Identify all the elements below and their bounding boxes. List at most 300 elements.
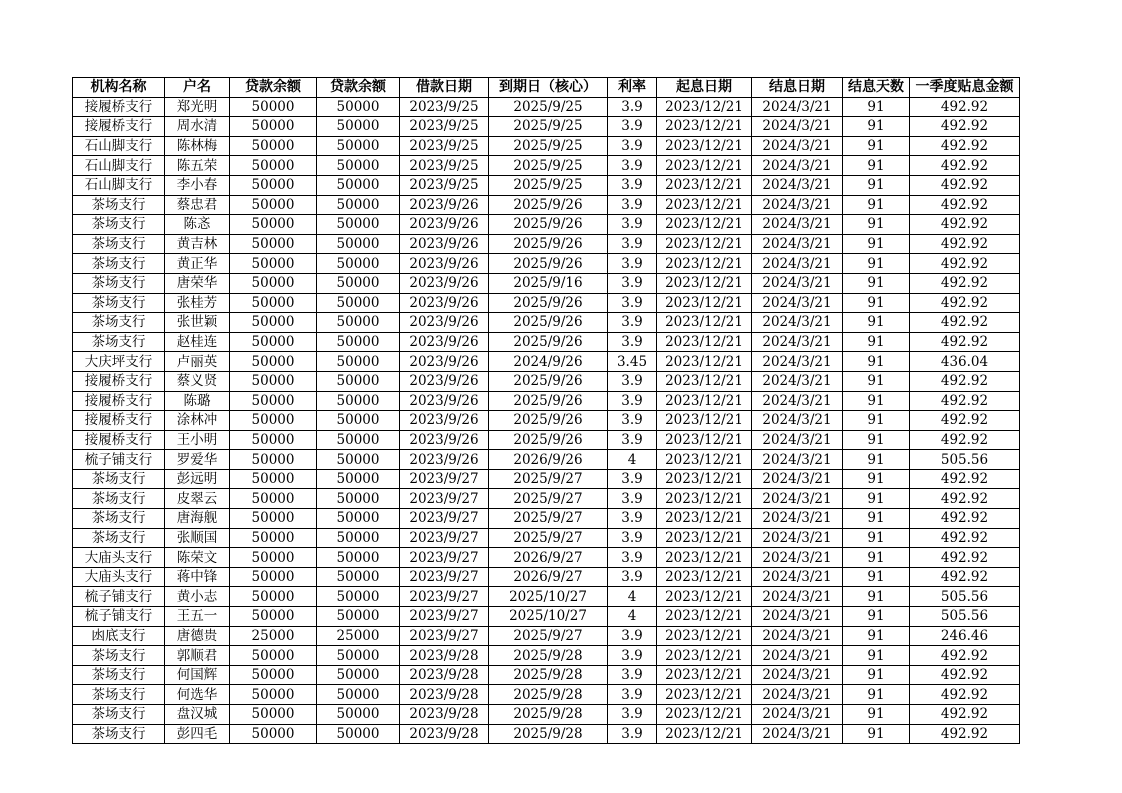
cell-borrow-date: 2023/9/26 [400, 391, 489, 411]
cell-due-date: 2025/9/26 [489, 234, 608, 254]
cell-loan-balance-2: 50000 [317, 665, 400, 685]
cell-interest-start: 2023/12/21 [657, 665, 752, 685]
cell-interest-start: 2023/12/21 [657, 509, 752, 529]
table-row [73, 215, 1020, 235]
cell-loan-balance: 50000 [230, 665, 317, 685]
cell-loan-balance-2: 50000 [317, 469, 400, 489]
cell-interest-end: 2024/3/21 [752, 469, 843, 489]
cell-loan-balance-2: 50000 [317, 509, 400, 529]
cell-interest-days: 91 [843, 685, 910, 705]
cell-q1-subsidy: 492.92 [910, 685, 1020, 705]
cell-interest-end: 2024/3/21 [752, 175, 843, 195]
cell-borrow-date: 2023/9/28 [400, 705, 489, 725]
cell-interest-start: 2023/12/21 [657, 646, 752, 666]
cell-institution: 茶场支行 [73, 273, 165, 293]
cell-rate: 3.9 [608, 156, 657, 176]
cell-borrow-date: 2023/9/25 [400, 156, 489, 176]
cell-loan-balance: 50000 [230, 215, 317, 235]
cell-interest-end: 2024/3/21 [752, 411, 843, 431]
cell-interest-days: 91 [843, 391, 910, 411]
cell-borrow-date: 2023/9/27 [400, 489, 489, 509]
cell-borrow-date: 2023/9/25 [400, 136, 489, 156]
cell-loan-balance-2: 50000 [317, 548, 400, 568]
cell-loan-balance-2: 50000 [317, 254, 400, 274]
cell-rate: 4 [608, 587, 657, 607]
cell-institution: 石山脚支行 [73, 156, 165, 176]
cell-loan-balance: 50000 [230, 587, 317, 607]
cell-q1-subsidy: 492.92 [910, 411, 1020, 431]
cell-institution: 石山脚支行 [73, 175, 165, 195]
cell-due-date: 2025/9/25 [489, 175, 608, 195]
table-row [73, 587, 1020, 607]
cell-interest-days: 91 [843, 626, 910, 646]
cell-interest-end: 2024/3/21 [752, 254, 843, 274]
cell-borrow-date: 2023/9/27 [400, 587, 489, 607]
header-interest-days: 结息天数 [843, 78, 910, 98]
cell-institution: 茶场支行 [73, 509, 165, 529]
cell-interest-end: 2024/3/21 [752, 117, 843, 137]
cell-account-name: 涂林冲 [165, 411, 230, 431]
cell-rate: 3.9 [608, 469, 657, 489]
cell-interest-start: 2023/12/21 [657, 117, 752, 137]
cell-rate: 3.9 [608, 97, 657, 117]
cell-loan-balance: 50000 [230, 136, 317, 156]
cell-interest-days: 91 [843, 215, 910, 235]
cell-interest-end: 2024/3/21 [752, 195, 843, 215]
cell-interest-days: 91 [843, 234, 910, 254]
cell-interest-days: 91 [843, 313, 910, 333]
cell-account-name: 张桂芳 [165, 293, 230, 313]
cell-interest-days: 91 [843, 724, 910, 744]
cell-loan-balance: 50000 [230, 156, 317, 176]
cell-loan-balance: 50000 [230, 450, 317, 470]
cell-due-date: 2025/9/27 [489, 626, 608, 646]
cell-account-name: 郭顺君 [165, 646, 230, 666]
cell-interest-start: 2023/12/21 [657, 489, 752, 509]
cell-account-name: 盘汉城 [165, 705, 230, 725]
table-row [73, 626, 1020, 646]
cell-institution: 茶场支行 [73, 293, 165, 313]
cell-loan-balance-2: 50000 [317, 136, 400, 156]
cell-q1-subsidy: 492.92 [910, 175, 1020, 195]
cell-interest-end: 2024/3/21 [752, 489, 843, 509]
cell-interest-end: 2024/3/21 [752, 528, 843, 548]
cell-q1-subsidy: 492.92 [910, 117, 1020, 137]
cell-loan-balance-2: 50000 [317, 195, 400, 215]
cell-interest-start: 2023/12/21 [657, 724, 752, 744]
cell-due-date: 2025/9/28 [489, 705, 608, 725]
cell-institution: 梳子铺支行 [73, 587, 165, 607]
table-body [73, 97, 1020, 744]
cell-q1-subsidy: 492.92 [910, 273, 1020, 293]
cell-interest-end: 2024/3/21 [752, 705, 843, 725]
cell-q1-subsidy: 492.92 [910, 665, 1020, 685]
cell-q1-subsidy: 492.92 [910, 567, 1020, 587]
cell-loan-balance-2: 50000 [317, 156, 400, 176]
cell-interest-days: 91 [843, 587, 910, 607]
cell-institution: 茶场支行 [73, 195, 165, 215]
cell-rate: 3.9 [608, 391, 657, 411]
cell-rate: 3.9 [608, 724, 657, 744]
cell-due-date: 2025/9/27 [489, 469, 608, 489]
cell-loan-balance-2: 50000 [317, 567, 400, 587]
cell-interest-end: 2024/3/21 [752, 313, 843, 333]
cell-rate: 3.9 [608, 117, 657, 137]
cell-interest-end: 2024/3/21 [752, 234, 843, 254]
cell-interest-start: 2023/12/21 [657, 705, 752, 725]
cell-interest-start: 2023/12/21 [657, 626, 752, 646]
cell-account-name: 皮翠云 [165, 489, 230, 509]
cell-borrow-date: 2023/9/27 [400, 548, 489, 568]
cell-loan-balance: 50000 [230, 685, 317, 705]
cell-interest-end: 2024/3/21 [752, 607, 843, 627]
cell-due-date: 2026/9/26 [489, 450, 608, 470]
cell-account-name: 赵桂连 [165, 332, 230, 352]
table-row [73, 665, 1020, 685]
cell-loan-balance-2: 50000 [317, 430, 400, 450]
cell-account-name: 卢丽英 [165, 352, 230, 372]
cell-borrow-date: 2023/9/26 [400, 254, 489, 274]
cell-account-name: 王五一 [165, 607, 230, 627]
cell-rate: 3.45 [608, 352, 657, 372]
cell-rate: 3.9 [608, 489, 657, 509]
cell-account-name: 蔡义贤 [165, 371, 230, 391]
cell-loan-balance-2: 50000 [317, 391, 400, 411]
cell-loan-balance: 50000 [230, 313, 317, 333]
cell-account-name: 陈忞 [165, 215, 230, 235]
cell-loan-balance: 50000 [230, 254, 317, 274]
cell-borrow-date: 2023/9/27 [400, 567, 489, 587]
cell-borrow-date: 2023/9/26 [400, 313, 489, 333]
cell-interest-end: 2024/3/21 [752, 665, 843, 685]
cell-due-date: 2025/9/26 [489, 371, 608, 391]
cell-interest-end: 2024/3/21 [752, 724, 843, 744]
cell-rate: 3.9 [608, 313, 657, 333]
cell-institution: 接履桥支行 [73, 97, 165, 117]
table-row [73, 136, 1020, 156]
cell-interest-end: 2024/3/21 [752, 567, 843, 587]
cell-loan-balance: 25000 [230, 626, 317, 646]
table-row [73, 646, 1020, 666]
cell-q1-subsidy: 436.04 [910, 352, 1020, 372]
cell-interest-days: 91 [843, 646, 910, 666]
cell-interest-start: 2023/12/21 [657, 254, 752, 274]
cell-loan-balance: 50000 [230, 607, 317, 627]
cell-due-date: 2025/10/27 [489, 607, 608, 627]
cell-q1-subsidy: 492.92 [910, 528, 1020, 548]
cell-account-name: 李小春 [165, 175, 230, 195]
cell-due-date: 2025/9/26 [489, 430, 608, 450]
table-row [73, 313, 1020, 333]
cell-due-date: 2025/9/27 [489, 489, 608, 509]
cell-borrow-date: 2023/9/28 [400, 646, 489, 666]
cell-account-name: 黄小志 [165, 587, 230, 607]
cell-due-date: 2025/9/26 [489, 293, 608, 313]
table-row [73, 371, 1020, 391]
table-row [73, 469, 1020, 489]
header-rate: 利率 [608, 78, 657, 98]
cell-interest-start: 2023/12/21 [657, 332, 752, 352]
cell-q1-subsidy: 505.56 [910, 450, 1020, 470]
cell-q1-subsidy: 492.92 [910, 215, 1020, 235]
cell-borrow-date: 2023/9/26 [400, 411, 489, 431]
cell-interest-days: 91 [843, 293, 910, 313]
cell-due-date: 2025/9/27 [489, 528, 608, 548]
cell-due-date: 2025/9/26 [489, 254, 608, 274]
table-row [73, 411, 1020, 431]
cell-interest-start: 2023/12/21 [657, 607, 752, 627]
cell-institution: 茶场支行 [73, 313, 165, 333]
cell-q1-subsidy: 492.92 [910, 313, 1020, 333]
cell-interest-start: 2023/12/21 [657, 528, 752, 548]
cell-account-name: 陈林梅 [165, 136, 230, 156]
cell-loan-balance-2: 50000 [317, 411, 400, 431]
cell-institution: 大庙头支行 [73, 567, 165, 587]
cell-loan-balance: 50000 [230, 705, 317, 725]
cell-q1-subsidy: 246.46 [910, 626, 1020, 646]
header-account-name: 户名 [165, 78, 230, 98]
cell-rate: 3.9 [608, 234, 657, 254]
table-row [73, 293, 1020, 313]
cell-loan-balance: 50000 [230, 548, 317, 568]
cell-interest-days: 91 [843, 411, 910, 431]
cell-rate: 3.9 [608, 685, 657, 705]
cell-rate: 3.9 [608, 548, 657, 568]
cell-interest-start: 2023/12/21 [657, 136, 752, 156]
cell-interest-end: 2024/3/21 [752, 352, 843, 372]
cell-rate: 3.9 [608, 273, 657, 293]
cell-due-date: 2025/9/25 [489, 117, 608, 137]
cell-q1-subsidy: 492.92 [910, 97, 1020, 117]
cell-account-name: 蒋中锋 [165, 567, 230, 587]
cell-q1-subsidy: 492.92 [910, 371, 1020, 391]
cell-loan-balance: 50000 [230, 411, 317, 431]
cell-borrow-date: 2023/9/27 [400, 626, 489, 646]
cell-institution: 接履桥支行 [73, 117, 165, 137]
table-row [73, 117, 1020, 137]
cell-interest-end: 2024/3/21 [752, 332, 843, 352]
cell-institution: 茶场支行 [73, 469, 165, 489]
cell-q1-subsidy: 492.92 [910, 430, 1020, 450]
cell-loan-balance: 50000 [230, 175, 317, 195]
cell-account-name: 郑光明 [165, 97, 230, 117]
cell-interest-end: 2024/3/21 [752, 371, 843, 391]
cell-account-name: 彭远明 [165, 469, 230, 489]
cell-rate: 3.9 [608, 509, 657, 529]
cell-institution: 茶场支行 [73, 489, 165, 509]
cell-loan-balance: 50000 [230, 528, 317, 548]
cell-account-name: 黄正华 [165, 254, 230, 274]
cell-institution: 梳子铺支行 [73, 450, 165, 470]
cell-interest-start: 2023/12/21 [657, 156, 752, 176]
cell-institution: 大庙头支行 [73, 548, 165, 568]
cell-interest-start: 2023/12/21 [657, 685, 752, 705]
cell-rate: 3.9 [608, 430, 657, 450]
cell-rate: 3.9 [608, 136, 657, 156]
cell-borrow-date: 2023/9/27 [400, 528, 489, 548]
cell-loan-balance: 50000 [230, 567, 317, 587]
cell-account-name: 蔡忠君 [165, 195, 230, 215]
cell-rate: 3.9 [608, 195, 657, 215]
cell-interest-days: 91 [843, 332, 910, 352]
cell-institution: 接履桥支行 [73, 411, 165, 431]
cell-institution: 茶场支行 [73, 332, 165, 352]
cell-q1-subsidy: 505.56 [910, 587, 1020, 607]
cell-q1-subsidy: 492.92 [910, 136, 1020, 156]
table-row [73, 332, 1020, 352]
header-loan-balance: 贷款余额 [230, 78, 317, 98]
cell-institution: 茶场支行 [73, 685, 165, 705]
cell-interest-start: 2023/12/21 [657, 313, 752, 333]
cell-rate: 3.9 [608, 567, 657, 587]
cell-loan-balance-2: 50000 [317, 646, 400, 666]
cell-interest-start: 2023/12/21 [657, 175, 752, 195]
cell-loan-balance: 50000 [230, 234, 317, 254]
cell-interest-start: 2023/12/21 [657, 450, 752, 470]
cell-rate: 3.9 [608, 705, 657, 725]
cell-due-date: 2025/9/28 [489, 665, 608, 685]
cell-interest-end: 2024/3/21 [752, 293, 843, 313]
cell-interest-start: 2023/12/21 [657, 567, 752, 587]
cell-account-name: 彭四毛 [165, 724, 230, 744]
header-interest-start: 起息日期 [657, 78, 752, 98]
cell-interest-start: 2023/12/21 [657, 548, 752, 568]
cell-institution: 凼底支行 [73, 626, 165, 646]
cell-borrow-date: 2023/9/28 [400, 665, 489, 685]
cell-account-name: 陈五荣 [165, 156, 230, 176]
table-row [73, 509, 1020, 529]
cell-loan-balance-2: 50000 [317, 685, 400, 705]
cell-loan-balance-2: 25000 [317, 626, 400, 646]
table-row [73, 391, 1020, 411]
cell-interest-end: 2024/3/21 [752, 587, 843, 607]
cell-institution: 茶场支行 [73, 724, 165, 744]
cell-borrow-date: 2023/9/27 [400, 469, 489, 489]
cell-borrow-date: 2023/9/26 [400, 352, 489, 372]
cell-account-name: 黄吉林 [165, 234, 230, 254]
cell-interest-end: 2024/3/21 [752, 450, 843, 470]
cell-institution: 茶场支行 [73, 254, 165, 274]
cell-rate: 3.9 [608, 254, 657, 274]
cell-rate: 3.9 [608, 332, 657, 352]
cell-q1-subsidy: 492.92 [910, 254, 1020, 274]
cell-interest-days: 91 [843, 430, 910, 450]
cell-q1-subsidy: 492.92 [910, 391, 1020, 411]
cell-loan-balance: 50000 [230, 469, 317, 489]
cell-borrow-date: 2023/9/28 [400, 724, 489, 744]
cell-due-date: 2025/9/28 [489, 724, 608, 744]
cell-institution: 茶场支行 [73, 665, 165, 685]
cell-interest-start: 2023/12/21 [657, 273, 752, 293]
cell-account-name: 王小明 [165, 430, 230, 450]
cell-borrow-date: 2023/9/26 [400, 430, 489, 450]
cell-interest-start: 2023/12/21 [657, 371, 752, 391]
cell-loan-balance-2: 50000 [317, 332, 400, 352]
cell-loan-balance-2: 50000 [317, 450, 400, 470]
cell-q1-subsidy: 492.92 [910, 705, 1020, 725]
cell-loan-balance: 50000 [230, 509, 317, 529]
cell-interest-end: 2024/3/21 [752, 646, 843, 666]
cell-interest-days: 91 [843, 136, 910, 156]
cell-interest-days: 91 [843, 607, 910, 627]
cell-rate: 4 [608, 450, 657, 470]
cell-due-date: 2025/9/26 [489, 411, 608, 431]
cell-interest-start: 2023/12/21 [657, 469, 752, 489]
cell-interest-days: 91 [843, 665, 910, 685]
cell-interest-days: 91 [843, 156, 910, 176]
cell-loan-balance-2: 50000 [317, 117, 400, 137]
cell-institution: 茶场支行 [73, 528, 165, 548]
cell-q1-subsidy: 492.92 [910, 332, 1020, 352]
cell-due-date: 2025/9/25 [489, 136, 608, 156]
cell-rate: 3.9 [608, 371, 657, 391]
cell-loan-balance-2: 50000 [317, 371, 400, 391]
cell-interest-start: 2023/12/21 [657, 97, 752, 117]
cell-account-name: 周水清 [165, 117, 230, 137]
cell-q1-subsidy: 492.92 [910, 548, 1020, 568]
cell-due-date: 2025/9/26 [489, 215, 608, 235]
cell-interest-days: 91 [843, 254, 910, 274]
cell-interest-days: 91 [843, 97, 910, 117]
cell-interest-end: 2024/3/21 [752, 391, 843, 411]
cell-q1-subsidy: 492.92 [910, 293, 1020, 313]
header-due-date: 到期日（核心） [489, 78, 608, 98]
cell-borrow-date: 2023/9/26 [400, 371, 489, 391]
cell-q1-subsidy: 492.92 [910, 509, 1020, 529]
table-row [73, 450, 1020, 470]
cell-interest-end: 2024/3/21 [752, 548, 843, 568]
cell-account-name: 唐海舰 [165, 509, 230, 529]
cell-loan-balance-2: 50000 [317, 489, 400, 509]
cell-due-date: 2025/9/16 [489, 273, 608, 293]
cell-borrow-date: 2023/9/27 [400, 607, 489, 627]
cell-borrow-date: 2023/9/26 [400, 293, 489, 313]
cell-interest-days: 91 [843, 469, 910, 489]
cell-interest-start: 2023/12/21 [657, 215, 752, 235]
cell-interest-start: 2023/12/21 [657, 391, 752, 411]
cell-loan-balance: 50000 [230, 97, 317, 117]
cell-rate: 3.9 [608, 665, 657, 685]
cell-rate: 4 [608, 607, 657, 627]
cell-interest-start: 2023/12/21 [657, 411, 752, 431]
cell-q1-subsidy: 505.56 [910, 607, 1020, 627]
table-row [73, 705, 1020, 725]
cell-interest-days: 91 [843, 567, 910, 587]
cell-institution: 大庆坪支行 [73, 352, 165, 372]
table-row [73, 352, 1020, 372]
cell-institution: 石山脚支行 [73, 136, 165, 156]
cell-account-name: 陈荣文 [165, 548, 230, 568]
cell-interest-end: 2024/3/21 [752, 273, 843, 293]
table-row [73, 685, 1020, 705]
cell-rate: 3.9 [608, 626, 657, 646]
cell-q1-subsidy: 492.92 [910, 234, 1020, 254]
cell-interest-start: 2023/12/21 [657, 234, 752, 254]
cell-interest-end: 2024/3/21 [752, 626, 843, 646]
cell-institution: 接履桥支行 [73, 371, 165, 391]
table-row [73, 254, 1020, 274]
cell-interest-days: 91 [843, 175, 910, 195]
cell-due-date: 2026/9/27 [489, 548, 608, 568]
cell-borrow-date: 2023/9/25 [400, 117, 489, 137]
cell-loan-balance-2: 50000 [317, 175, 400, 195]
cell-loan-balance-2: 50000 [317, 293, 400, 313]
cell-q1-subsidy: 492.92 [910, 489, 1020, 509]
cell-loan-balance: 50000 [230, 117, 317, 137]
cell-loan-balance-2: 50000 [317, 273, 400, 293]
cell-due-date: 2025/9/25 [489, 156, 608, 176]
cell-interest-days: 91 [843, 509, 910, 529]
